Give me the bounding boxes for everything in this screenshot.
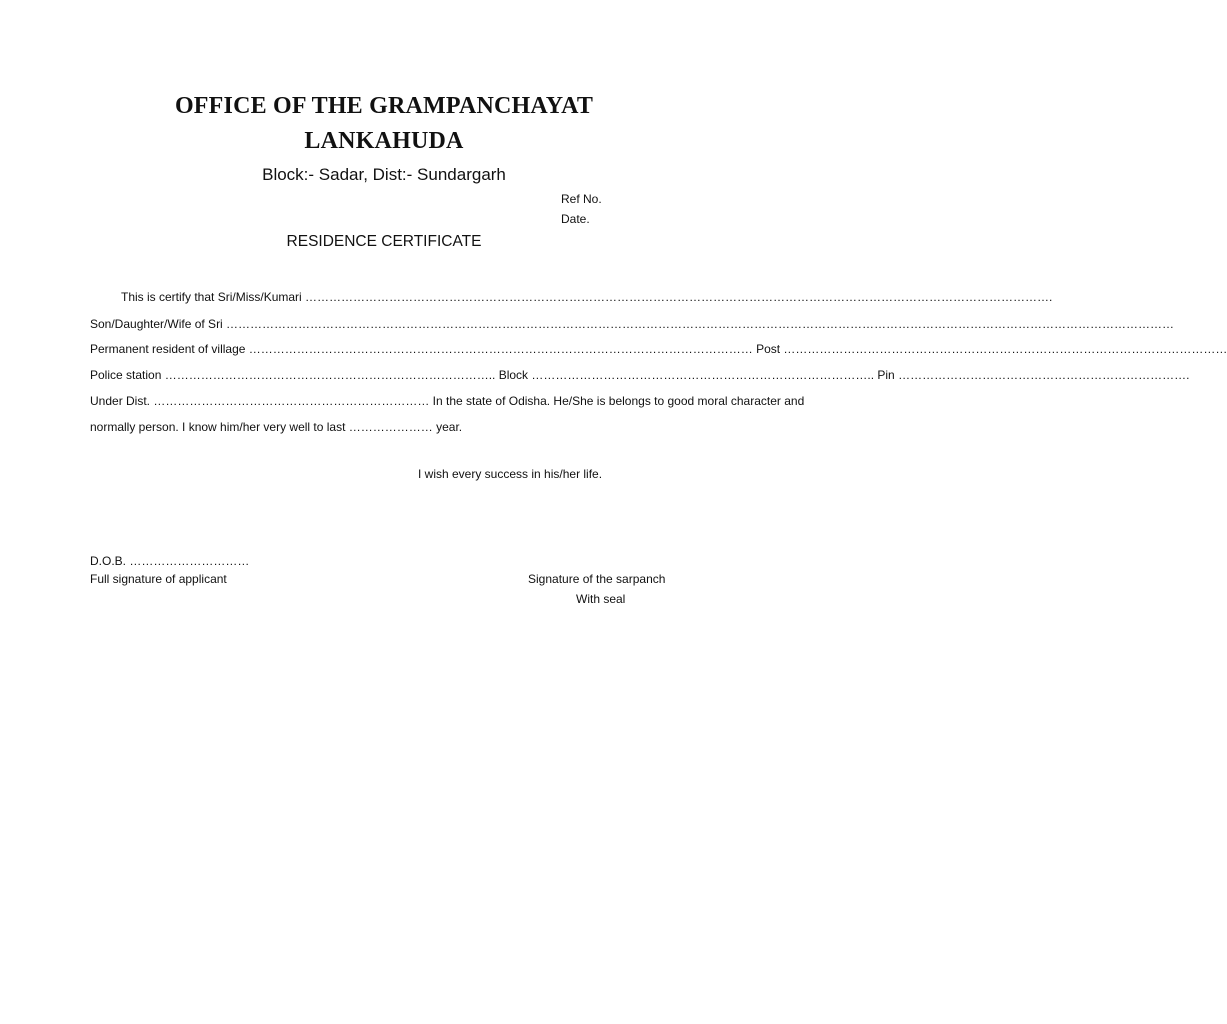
office-title-line1: OFFICE OF THE GRAMPANCHAYAT [174, 93, 594, 119]
body-line-4: Police station ……………………………………………………………………….. Block ………………………………………………………………………….. Pin ………………………………………………………………. [90, 368, 1190, 382]
body-line-5: Under Dist. …………………………………………………………… In the state of Odisha. He/She is belongs to good moral character and [90, 394, 805, 408]
body-line-2: Son/Daughter/Wife of Sri ………………………………………………………………………………………………………………………………………………………………………………………………………………… [90, 317, 1175, 331]
with-seal-label: With seal [576, 592, 626, 606]
sarpanch-signature-label: Signature of the sarpanch [528, 572, 666, 586]
date-label: Date. [561, 212, 590, 226]
office-title-line2: LANKAHUDA [304, 128, 464, 154]
ref-no-label: Ref No. [561, 192, 602, 206]
wish-line: I wish every success in his/her life. [418, 467, 603, 481]
body-line-6: normally person. I know him/her very well to last ………………… year. [90, 420, 463, 434]
body-line-1: This is certify that Sri/Miss/Kumari ……………………………………………………………………………………………………………………………………………………………………. [121, 290, 1053, 304]
dob-line: D.O.B. ………………………… [90, 554, 250, 568]
document-title: RESIDENCE CERTIFICATE [286, 233, 482, 250]
body-line-3: Permanent resident of village ……………………………………………………………………………………………………………… Post ………………………………………………………………………………………………… [90, 342, 1227, 356]
applicant-signature-label: Full signature of applicant [90, 572, 227, 586]
block-district-line: Block:- Sadar, Dist:- Sundargarh [262, 165, 506, 184]
